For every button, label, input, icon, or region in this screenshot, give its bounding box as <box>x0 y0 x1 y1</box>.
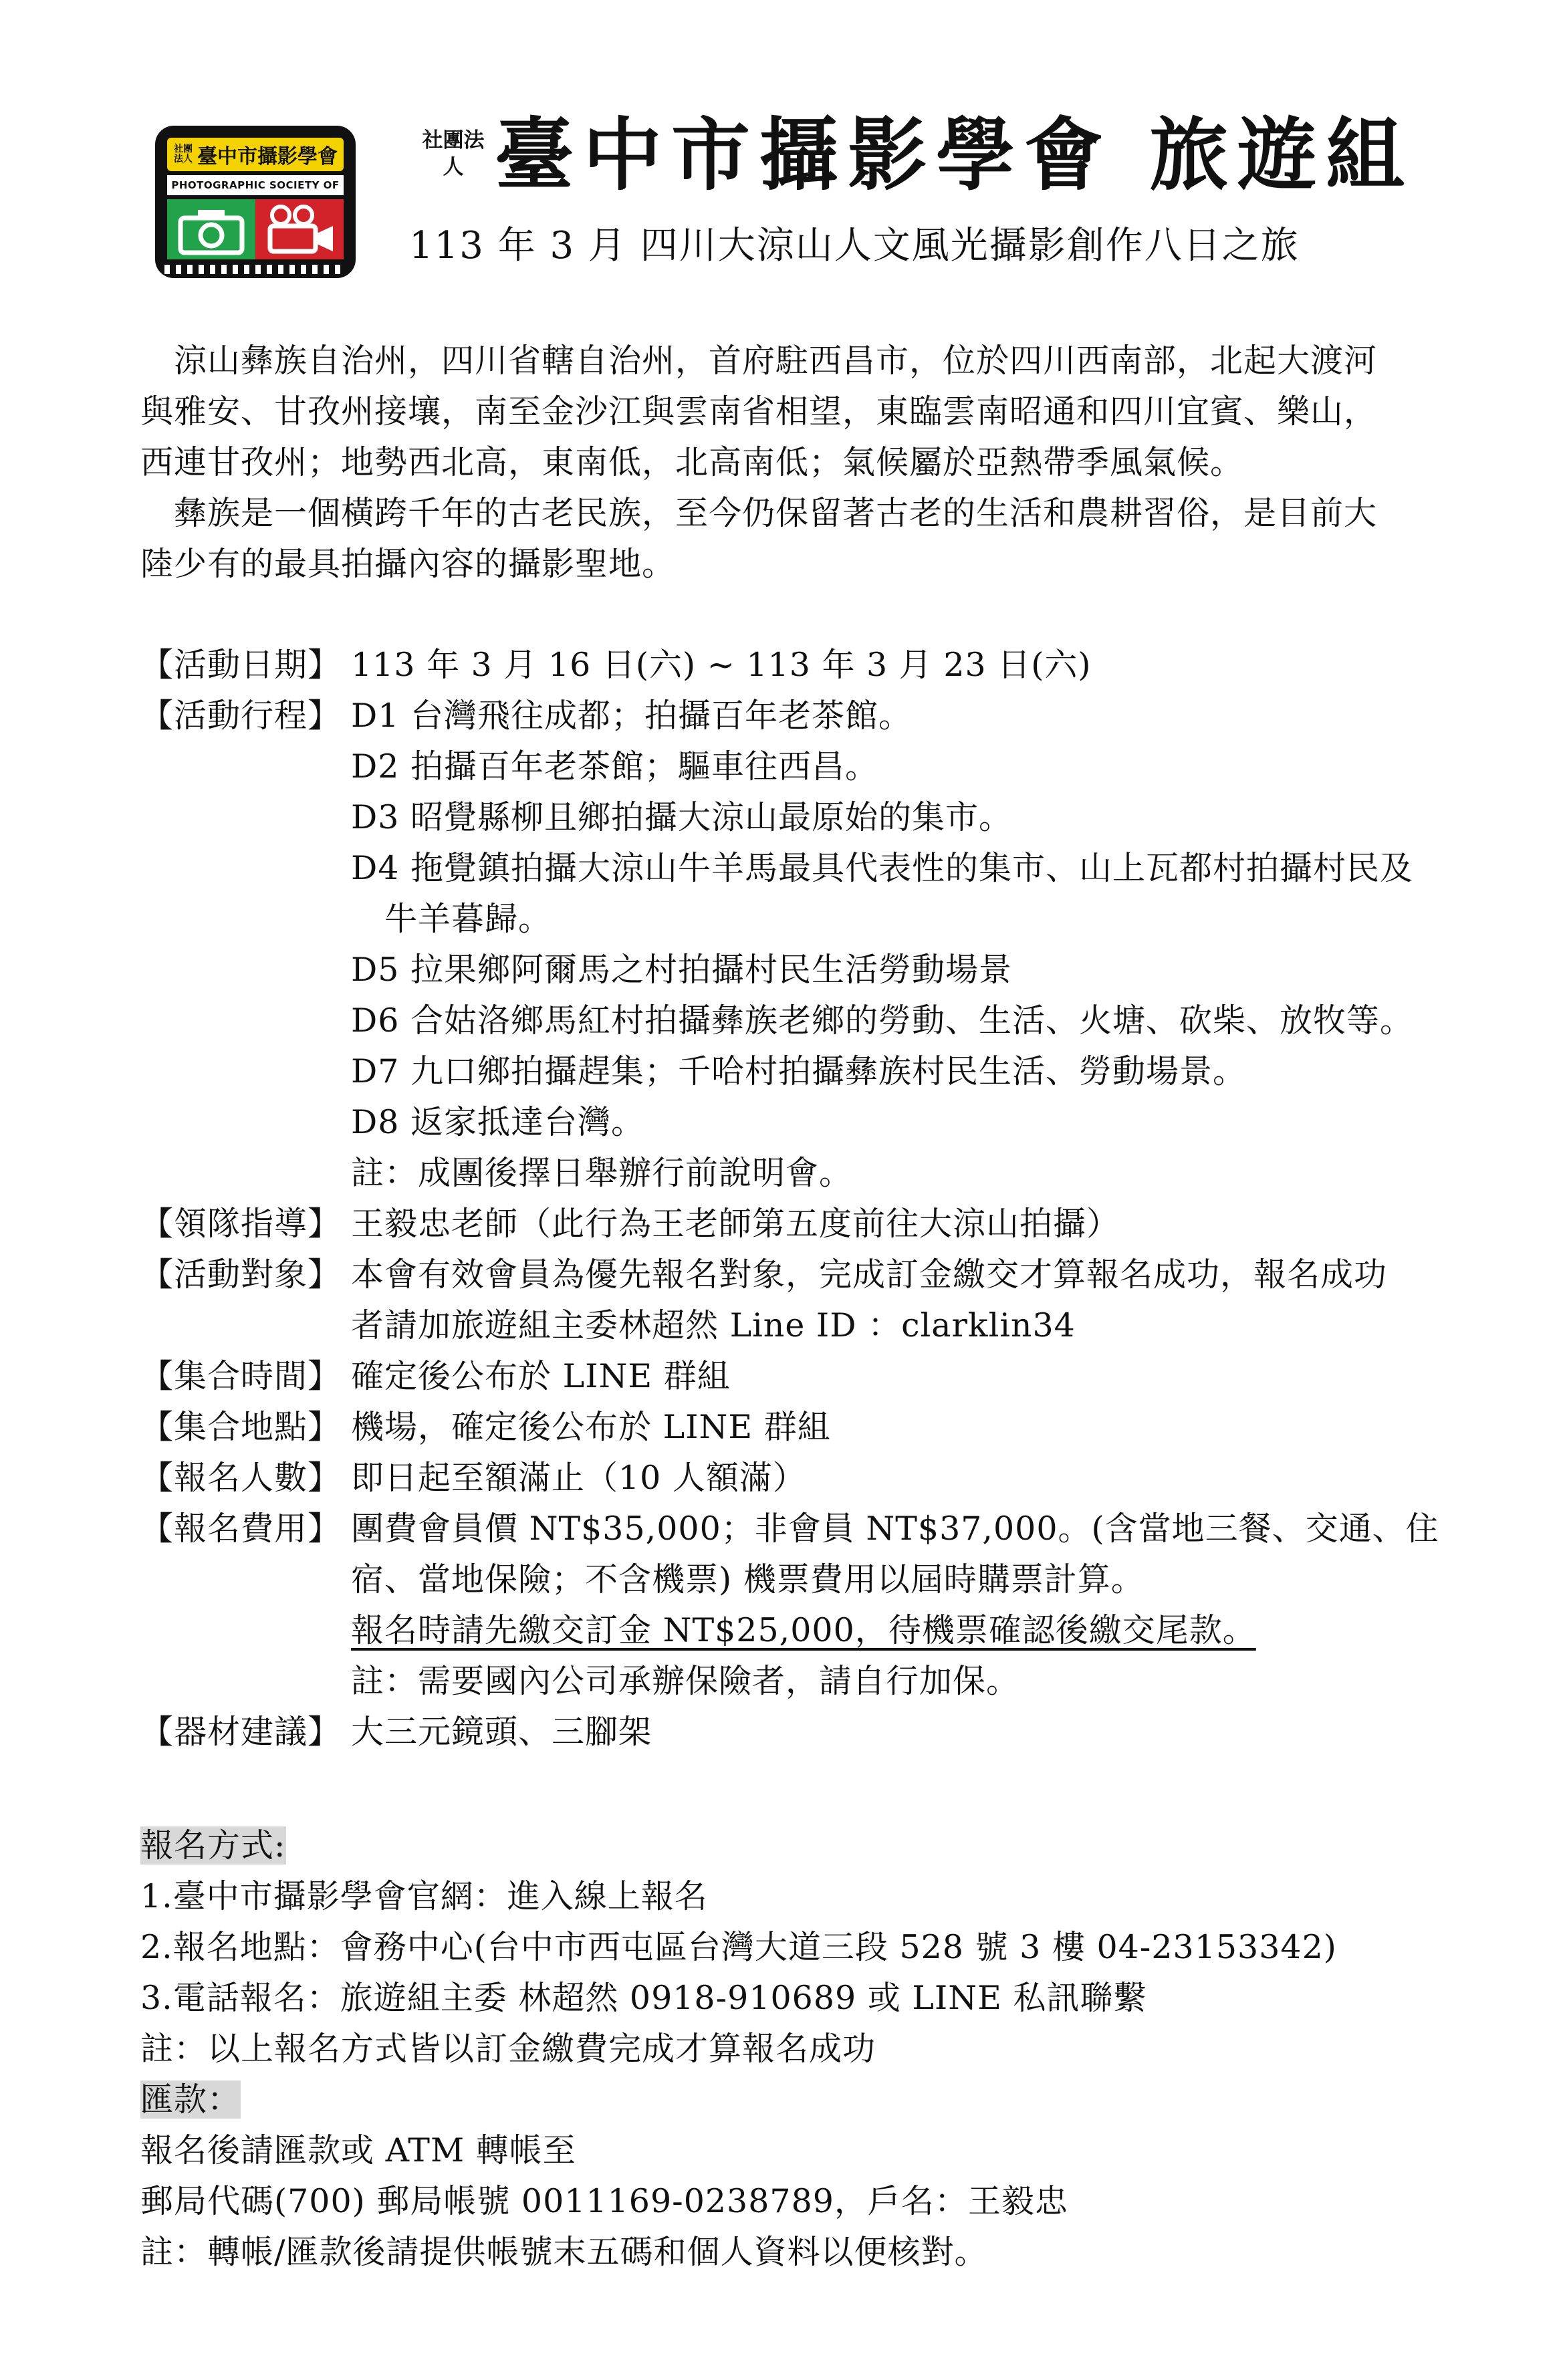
camera-icon <box>167 199 255 259</box>
itinerary-day-6: D6 合姑洛鄉馬紅村拍攝彝族老鄉的勞動、生活、火塘、砍柴、放牧等。 <box>351 1001 1414 1040</box>
itinerary-day-3: D3 昭覺縣柳且鄉拍攝大涼山最原始的集市。 <box>351 798 1013 836</box>
fee-value: 團費會員價 NT$35,000；非會員 NT$37,000。(含當地三餐、交通、住 <box>351 1510 1439 1548</box>
gather-place-value: 機場，確定後公布於 LINE 群組 <box>351 1408 831 1446</box>
gather-place-row <box>140 1404 831 1451</box>
gather-time-row <box>140 1353 731 1400</box>
remit-account: 郵局代碼(700) 郵局帳號 0011169-0238789，戶名：王毅忠 <box>140 2182 1068 2220</box>
target-value-continued: 者請加旅遊組主委林超然 Line ID ：clarklin34 <box>351 1306 1076 1344</box>
equipment-label: 【器材建議】 <box>140 1713 342 1751</box>
intro-line: 彝族是一個橫跨千年的古老民族，至今仍保留著古老的生活和農耕習俗，是目前大 <box>140 494 1378 532</box>
logo-corner-text: 社團法人 <box>174 144 193 164</box>
logo-name: 臺中市攝影學會 <box>197 145 338 168</box>
itinerary-day-1: D1 台灣飛往成都；拍攝百年老茶館。 <box>351 697 913 735</box>
logo-film-strip <box>164 265 346 274</box>
remit-section <box>140 2076 241 2123</box>
headcount-row <box>140 1455 806 1502</box>
trip-title: 113 年 3 月 四川大涼山人文風光攝影創作八日之旅 <box>409 224 1300 267</box>
logo-english-name: PHOTOGRAPHIC SOCIETY OF <box>167 175 344 195</box>
intro-line: 陸少有的最具拍攝內容的攝影聖地。 <box>140 545 676 583</box>
itinerary-day-4: D4 拖覺鎮拍攝大涼山牛羊馬最具代表性的集市、山上瓦都村拍攝村民及 <box>351 849 1414 887</box>
gather-place-label: 【集合地點】 <box>140 1408 342 1446</box>
fee-row <box>140 1506 1439 1552</box>
headcount-value: 即日起至額滿止（10 人額滿） <box>351 1459 806 1497</box>
logo-title-bar <box>167 138 344 171</box>
fee-value-continued: 宿、當地保險；不含機票) 機票費用以屆時購票計算。 <box>351 1560 1145 1598</box>
movie-camera-icon <box>255 199 344 259</box>
itinerary-day-2: D2 拍攝百年老茶館；驅車往西昌。 <box>351 747 879 786</box>
signup-heading: 報名方式: <box>140 1826 286 1865</box>
target-row <box>140 1252 1387 1298</box>
equipment-row <box>140 1709 652 1756</box>
gather-time-label: 【集合時間】 <box>140 1357 342 1395</box>
target-label: 【活動對象】 <box>140 1256 342 1294</box>
signup-item: 1.臺中市攝影學會官網：進入線上報名 <box>140 1877 708 1915</box>
deposit-note: 報名時請先繳交訂金 NT$25,000，待機票確認後繳交尾款。 <box>351 1611 1256 1649</box>
itinerary-note: 註：成團後擇日舉辦行前說明會。 <box>351 1154 853 1192</box>
intro-line: 西連甘孜州；地勢西北高，東南低，北高南低；氣候屬於亞熱帶季風氣候。 <box>140 443 1244 481</box>
org-small-label: 社團法人 <box>422 128 485 179</box>
itinerary-day-5: D5 拉果鄉阿爾馬之村拍攝村民生活勞動場景 <box>351 951 1013 989</box>
remit-note: 註：轉帳/匯款後請提供帳號末五碼和個人資料以便核對。 <box>140 2233 988 2271</box>
target-value: 本會有效會員為優先報名對象，完成訂金繳交才算報名成功，報名成功 <box>351 1256 1388 1294</box>
equipment-value: 大三元鏡頭、三腳架 <box>351 1713 652 1751</box>
signup-section <box>140 1822 286 1869</box>
event-date-label: 【活動日期】 <box>140 646 342 684</box>
leader-label: 【領隊指導】 <box>140 1205 342 1243</box>
itinerary-row <box>140 693 912 739</box>
itinerary-day-4-continued: 牛羊暮歸。 <box>351 900 552 938</box>
signup-item: 2.報名地點：會務中心(台中市西屯區台灣大道三段 528 號 3 樓 04-23153342) <box>140 1928 1337 1966</box>
itinerary-day-8: D8 返家抵達台灣。 <box>351 1103 645 1141</box>
logo-camera-panel <box>167 199 255 259</box>
fee-label: 【報名費用】 <box>140 1510 342 1548</box>
remit-heading: 匯款： <box>140 2080 241 2119</box>
event-date-value: 113 年 3 月 16 日(六) ~ 113 年 3 月 23 日(六) <box>351 646 1092 684</box>
headcount-label: 【報名人數】 <box>140 1459 342 1497</box>
itinerary-label: 【活動行程】 <box>140 697 342 735</box>
event-date-row <box>140 642 1092 689</box>
society-logo <box>155 126 356 278</box>
intro-line: 與雅安、甘孜州接壤，南至金沙江與雲南省相望，東臨雲南昭通和四川宜賓、樂山， <box>140 392 1378 431</box>
gather-time-value: 確定後公布於 LINE 群組 <box>351 1357 731 1395</box>
signup-note: 註：以上報名方式皆以訂金繳費完成才算報名成功 <box>140 2030 876 2068</box>
intro-line: 涼山彝族自治州，四川省轄自治州，首府駐西昌市，位於四川西南部，北起大渡河 <box>140 342 1378 380</box>
remit-item: 報名後請匯款或 ATM 轉帳至 <box>140 2131 576 2169</box>
leader-row <box>140 1201 1120 1247</box>
leader-value: 王毅忠老師（此行為王老師第五度前往大涼山拍攝） <box>351 1205 1120 1243</box>
logo-movie-camera-panel <box>255 199 344 259</box>
itinerary-day-7: D7 九口鄉拍攝趕集；千哈村拍攝彝族村民生活、勞動場景。 <box>351 1052 1247 1090</box>
org-name: 臺中市攝影學會 旅遊組 <box>495 108 1415 201</box>
insurance-note: 註：需要國內公司承辦保險者，請自行加保。 <box>351 1662 1020 1700</box>
signup-item: 3.電話報名：旅遊組主委 林超然 0918-910689 或 LINE 私訊聯繫 <box>140 1979 1147 2017</box>
